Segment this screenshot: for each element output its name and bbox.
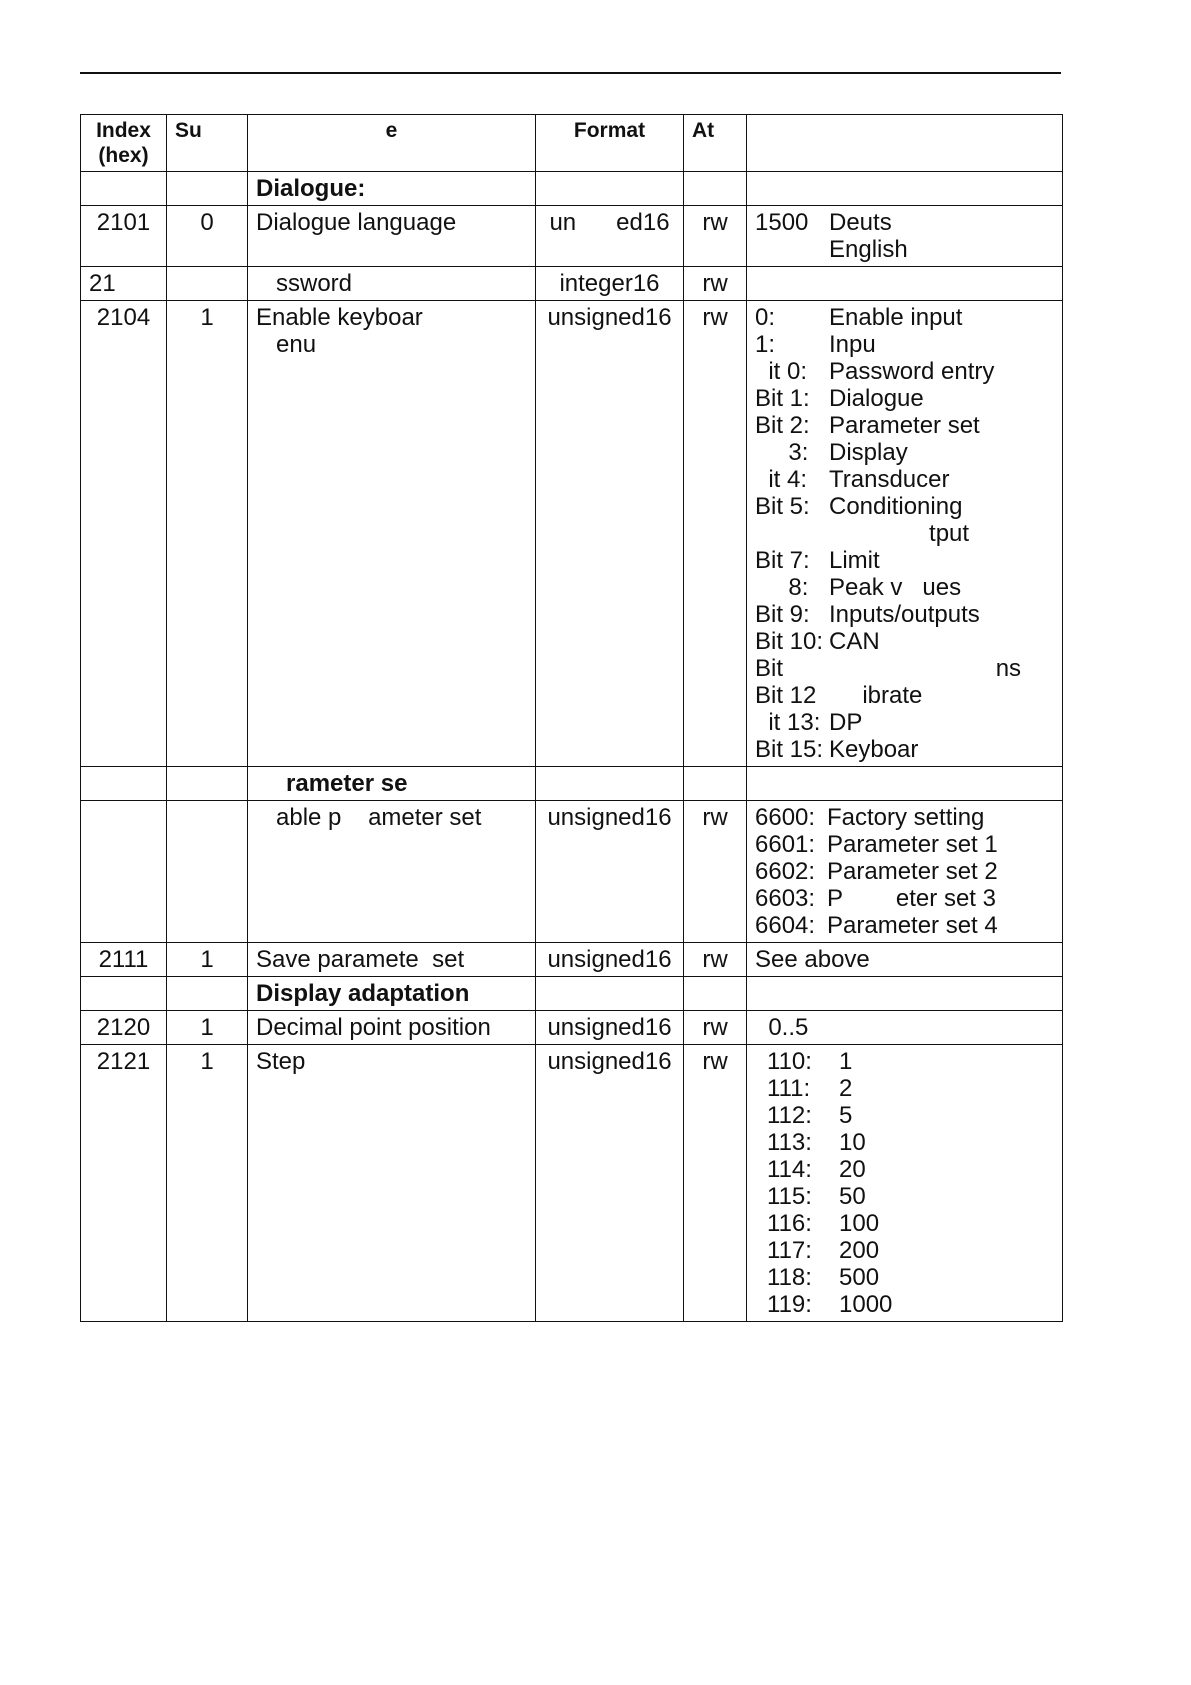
cell-format: integer16 [536,267,684,301]
cell-subindex: 1 [167,1011,248,1045]
cell-attribute: rw [684,801,747,943]
value-line: Bit 7: Limit [755,547,880,574]
header-values [747,115,1063,172]
cell-format: unsigned16 [536,301,684,767]
value-line: it 13: DP [755,709,863,736]
header-name: e [248,115,536,172]
cell-name: ssword [248,267,536,301]
value-line: 110: 1 [767,1048,853,1075]
value-line: 6601: Parameter set 1 [755,831,998,858]
section-row-display-adaptation [81,977,1063,1011]
table-row-enable-parameter-set [81,801,1063,943]
cell-subindex: 1 [167,943,248,977]
cell-subindex [167,801,248,943]
header-format: Format [536,115,684,172]
value-line: 8: Peak v ues [755,574,962,601]
table-row-2101 [81,206,1063,267]
cell-subindex: 1 [167,1045,248,1322]
cell-index: 2101 [81,206,167,267]
value-line: Bit 12 ibrate [755,682,923,709]
cell-format: unsigned16 [536,1011,684,1045]
cell-index: 2120 [81,1011,167,1045]
section-row-parameter-set [81,767,1063,801]
value-line: it 4: Transducer [755,466,950,493]
cell-values [747,267,1063,301]
cell-format: unsigned16 [536,1045,684,1322]
cell-subindex: 0 [167,206,248,267]
value-line: Bit ns [755,655,1022,682]
section-title-parameter-set: rameter se [248,767,536,801]
cell-name: Step [248,1045,536,1322]
value-line: Bit 9: Inputs/outputs [755,601,980,628]
table-row-2120 [81,1011,1063,1045]
cell-format: un ed16 [536,206,684,267]
value-line: Bit 5: Conditioning [755,493,963,520]
value-line: 1: Inpu [755,331,876,358]
top-rule [80,72,1061,74]
table-row-21 [81,267,1063,301]
cell-name: Enable keyboar enu [248,301,536,767]
value-line: 111: 2 [767,1075,853,1102]
value-line: 6600: Factory setting [755,804,985,831]
header-attribute: At [684,115,747,172]
header-index: Index (hex) [81,115,167,172]
value-line: it 0: Password entry [755,358,995,385]
value-line: English [829,236,908,263]
cell-index [81,801,167,943]
table-row-2111 [81,943,1063,977]
value-line: 117: 200 [767,1237,880,1264]
value-line: 3: Display [755,439,908,466]
cell-name: able p ameter set [248,801,536,943]
cell-values [747,1045,1063,1322]
cell-values: 0..5 [747,1011,1063,1045]
value-line: 1500 Deuts [755,209,892,236]
section-title-display-adaptation: Display adaptation [248,977,536,1011]
value-line: 115: 50 [767,1183,866,1210]
value-line: 0: Enable input [755,304,963,331]
value-line: tput [829,520,970,547]
cell-index: 21 [81,267,167,301]
cell-subindex [167,267,248,301]
cell-format: unsigned16 [536,801,684,943]
cell-subindex: 1 [167,301,248,767]
cell-name: Decimal point position [248,1011,536,1045]
cell-attribute: rw [684,206,747,267]
value-line: 116: 100 [767,1210,880,1237]
value-line: 119: 1000 [767,1291,893,1318]
value-line: Bit 10: CAN [755,628,880,655]
cell-attribute: rw [684,301,747,767]
cell-attribute: rw [684,1045,747,1322]
cell-attribute: rw [684,267,747,301]
value-line: 114: 20 [767,1156,866,1183]
cell-values: See above [747,943,1063,977]
cell-name: Save paramete set [248,943,536,977]
cell-attribute: rw [684,943,747,977]
section-title-dialogue: Dialogue: [248,172,536,206]
table-header-row [81,115,1063,172]
cell-values [747,801,1063,943]
value-line: 6604: Parameter set 4 [755,912,998,939]
value-line: 118: 500 [767,1264,880,1291]
cell-format: unsigned16 [536,943,684,977]
cell-attribute: rw [684,1011,747,1045]
value-line: Bit 1: Dialogue [755,385,924,412]
parameter-table [80,114,1063,1322]
cell-values [747,206,1063,267]
value-line: 113: 10 [767,1129,866,1156]
value-line: 6602: Parameter set 2 [755,858,998,885]
header-subindex: Su [167,115,248,172]
cell-index: 2104 [81,301,167,767]
cell-name: Dialogue language [248,206,536,267]
section-row-dialogue [81,172,1063,206]
cell-index: 2121 [81,1045,167,1322]
table-row-2104 [81,301,1063,767]
cell-values [747,301,1063,767]
value-line: Bit 15: Keyboar [755,736,919,763]
cell-index: 2111 [81,943,167,977]
value-line: Bit 2: Parameter set [755,412,980,439]
table-row-2121 [81,1045,1063,1322]
value-line: 112: 5 [767,1102,853,1129]
value-line: 6603: P eter set 3 [755,885,996,912]
